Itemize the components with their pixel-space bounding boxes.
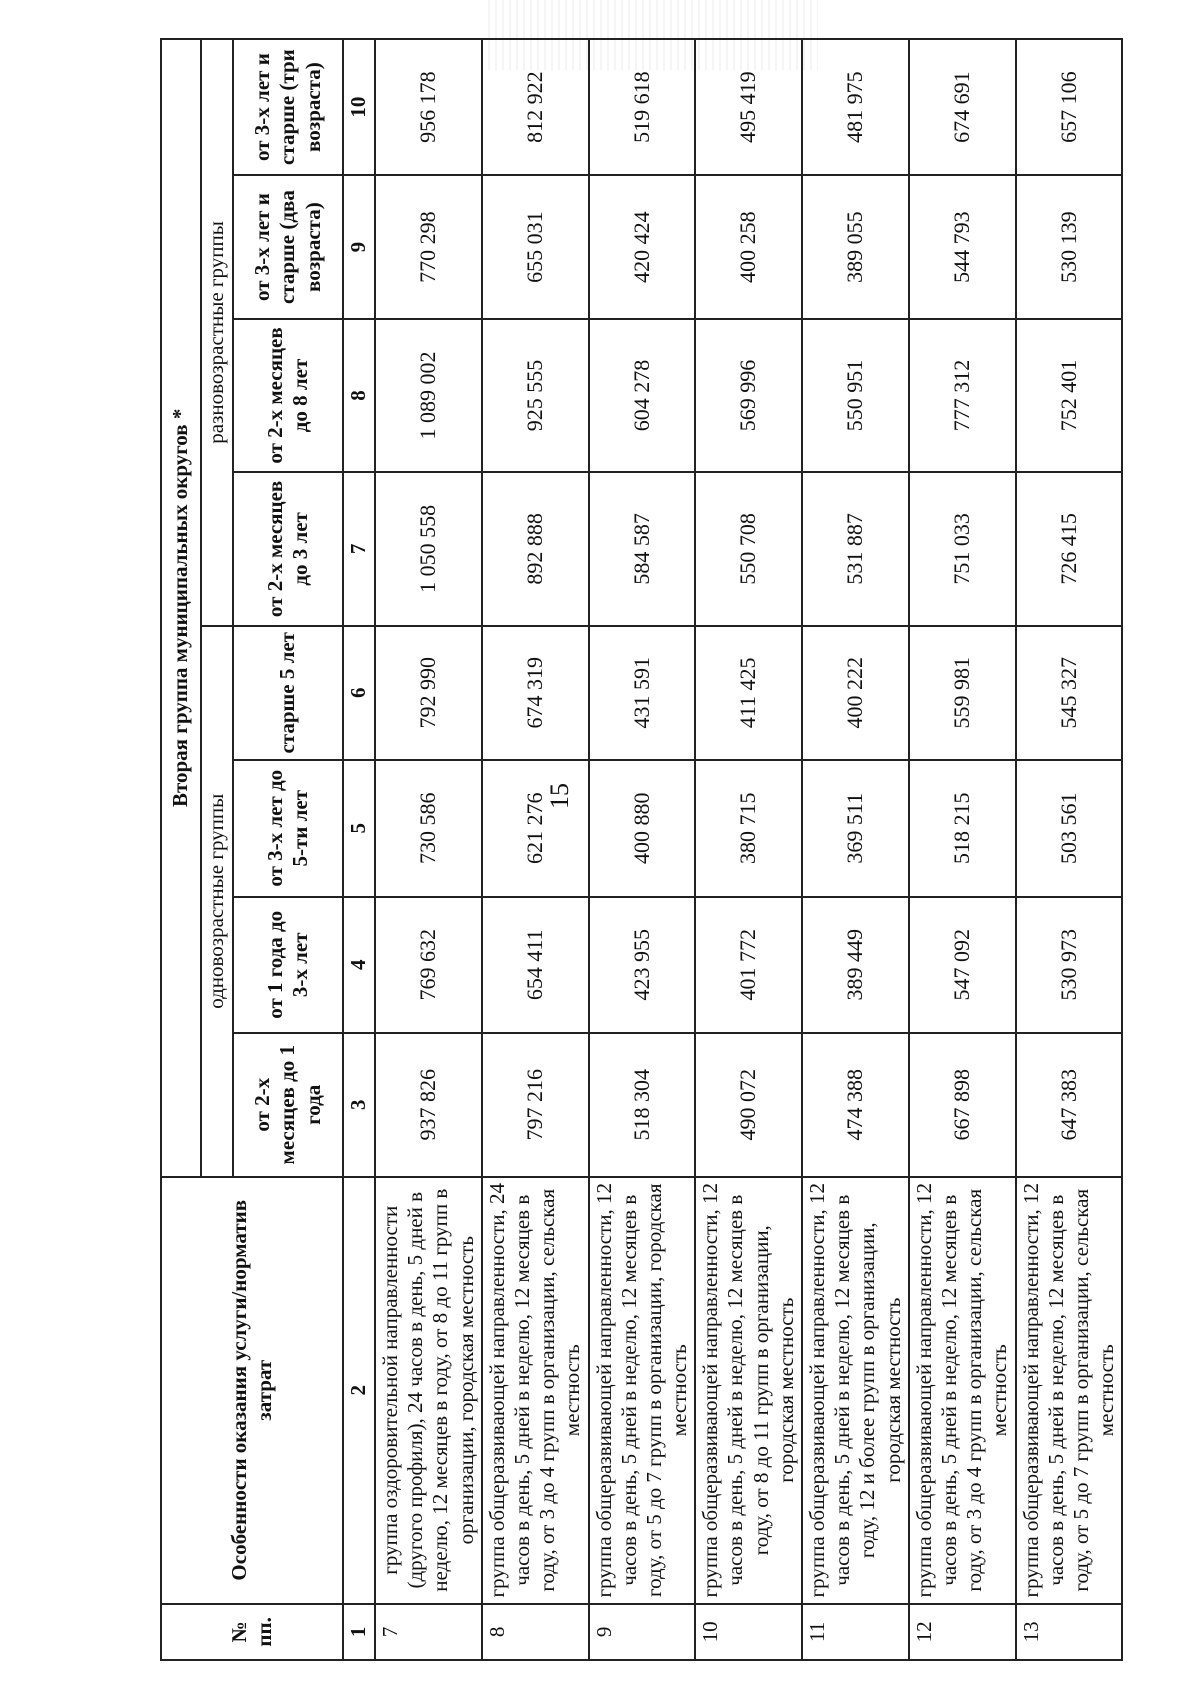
cost-value-cell: 545 327 <box>1016 626 1123 760</box>
cost-value-cell: 647 383 <box>1016 1033 1123 1177</box>
column-header: от 3-х лет и старше (три возраста) <box>233 39 343 175</box>
column-header: от 3-х лет до 5-ти лет <box>233 760 343 897</box>
cost-value-cell: 400 258 <box>695 175 802 319</box>
single-age-groups-header: одновозрастные группы <box>201 626 233 1177</box>
row-number: 13 <box>1016 1604 1123 1660</box>
table-row <box>909 39 1016 1660</box>
row-number: 9 <box>589 1604 696 1660</box>
cost-value-cell: 481 975 <box>802 39 909 175</box>
cost-value-cell: 812 922 <box>482 39 589 175</box>
cost-value-cell: 751 033 <box>909 472 1016 626</box>
cost-norm-table <box>160 38 1123 1661</box>
row-number: 11 <box>802 1604 909 1660</box>
cost-value-cell: 550 951 <box>802 319 909 472</box>
cost-value-cell: 431 591 <box>589 626 696 760</box>
cost-value-cell: 490 072 <box>695 1033 802 1177</box>
row-number: 7 <box>375 1604 482 1660</box>
description-header: Особенности оказания услуги/норматив затрат <box>161 1177 343 1604</box>
cost-value-cell: 544 793 <box>909 175 1016 319</box>
rotated-table-frame <box>160 38 1119 1661</box>
cost-value-cell: 937 826 <box>375 1033 482 1177</box>
column-index-cell: 8 <box>343 319 375 472</box>
cost-value-cell: 752 401 <box>1016 319 1123 472</box>
table-row <box>1016 39 1123 1660</box>
cost-value-cell: 657 106 <box>1016 39 1123 175</box>
cost-value-cell: 550 708 <box>695 472 802 626</box>
cost-value-cell: 519 618 <box>589 39 696 175</box>
cost-value-cell: 369 511 <box>802 760 909 897</box>
row-description: группа общеразвивающей направленности, 12 часов в день, 5 дней в неделю, 12 месяцев в году, от 5 до 7 групп в организации, сельская местность <box>1016 1177 1123 1604</box>
column-index-cell: 1 <box>343 1604 375 1660</box>
cost-value-cell: 797 216 <box>482 1033 589 1177</box>
cost-value-cell: 530 973 <box>1016 897 1123 1033</box>
row-number: 8 <box>482 1604 589 1660</box>
column-header: от 2-х месяцев до 8 лет <box>233 319 343 472</box>
cost-value-cell: 1 089 002 <box>375 319 482 472</box>
column-header: старше 5 лет <box>233 626 343 760</box>
cost-value-cell: 667 898 <box>909 1033 1016 1177</box>
column-index-cell: 3 <box>343 1033 375 1177</box>
cost-value-cell: 530 139 <box>1016 175 1123 319</box>
cost-value-cell: 956 178 <box>375 39 482 175</box>
table-row <box>589 39 696 1660</box>
table-row <box>802 39 909 1660</box>
cost-value-cell: 518 304 <box>589 1033 696 1177</box>
cost-value-cell: 792 990 <box>375 626 482 760</box>
cost-value-cell: 654 411 <box>482 897 589 1033</box>
column-index-cell: 4 <box>343 897 375 1033</box>
cost-value-cell: 389 449 <box>802 897 909 1033</box>
column-header: от 1 года до 3-х лет <box>233 897 343 1033</box>
row-number: 12 <box>909 1604 1016 1660</box>
mixed-age-groups-header: разновозрастные группы <box>201 39 233 626</box>
column-index-row <box>343 39 375 1660</box>
cost-value-cell: 770 298 <box>375 175 482 319</box>
column-index-cell: 10 <box>343 39 375 175</box>
table-row <box>695 39 802 1660</box>
cost-value-cell: 411 425 <box>695 626 802 760</box>
row-description: группа оздоровительной направленности (другого профиля), 24 часов в день, 5 дней в неделю, 12 месяцев в году, от 8 до 11 групп в организации, городская местность <box>375 1177 482 1604</box>
column-index-cell: 9 <box>343 175 375 319</box>
cost-value-cell: 518 215 <box>909 760 1016 897</box>
municipal-group-header: Вторая группа муниципальных округов * <box>161 39 201 1177</box>
row-description: группа общеразвивающей направленности, 12 часов в день, 5 дней в неделю, 12 месяцев в году, от 5 до 7 групп в организации, городская местность <box>589 1177 696 1604</box>
cost-value-cell: 584 587 <box>589 472 696 626</box>
cost-value-cell: 569 996 <box>695 319 802 472</box>
table-row <box>375 39 482 1660</box>
cost-value-cell: 604 278 <box>589 319 696 472</box>
row-number: 10 <box>695 1604 802 1660</box>
cost-value-cell: 559 981 <box>909 626 1016 760</box>
cost-value-cell: 547 092 <box>909 897 1016 1033</box>
cost-value-cell: 674 319 <box>482 626 589 760</box>
cost-value-cell: 401 772 <box>695 897 802 1033</box>
page-number: 15 <box>545 783 574 809</box>
cost-value-cell: 621 276 <box>482 760 589 897</box>
cost-value-cell: 1 050 558 <box>375 472 482 626</box>
number-header: № пп. <box>161 1604 343 1660</box>
cost-value-cell: 531 887 <box>802 472 909 626</box>
cost-value-cell: 674 691 <box>909 39 1016 175</box>
column-index-cell: 2 <box>343 1177 375 1604</box>
column-header: от 2-х месяцев до 3 лет <box>233 472 343 626</box>
cost-value-cell: 925 555 <box>482 319 589 472</box>
cost-value-cell: 474 388 <box>802 1033 909 1177</box>
cost-value-cell: 503 561 <box>1016 760 1123 897</box>
cost-value-cell: 495 419 <box>695 39 802 175</box>
column-index-cell: 5 <box>343 760 375 897</box>
cost-value-cell: 726 415 <box>1016 472 1123 626</box>
cost-value-cell: 380 715 <box>695 760 802 897</box>
cost-value-cell: 423 955 <box>589 897 696 1033</box>
cost-value-cell: 655 031 <box>482 175 589 319</box>
cost-value-cell: 389 055 <box>802 175 909 319</box>
cost-value-cell: 400 880 <box>589 760 696 897</box>
row-description: группа общеразвивающей направленности, 12 часов в день, 5 дней в неделю, 12 месяцев в году, от 3 до 4 групп в организации, сельская местность <box>909 1177 1016 1604</box>
column-header: от 3-х лет и старше (два возраста) <box>233 175 343 319</box>
cost-value-cell: 400 222 <box>802 626 909 760</box>
cost-value-cell: 769 632 <box>375 897 482 1033</box>
row-description: группа общеразвивающей направленности, 12 часов в день, 5 дней в неделю, 12 месяцев в году, 12 и более групп в организации, городская местность <box>802 1177 909 1604</box>
column-index-cell: 7 <box>343 472 375 626</box>
cost-value-cell: 730 586 <box>375 760 482 897</box>
row-description: группа общеразвивающей направленности, 24 часов в день, 5 дней в неделю, 12 месяцев в году, от 3 до 4 групп в организации, сельская местность <box>482 1177 589 1604</box>
cost-value-cell: 420 424 <box>589 175 696 319</box>
column-header: от 2-х месяцев до 1 года <box>233 1033 343 1177</box>
table-row <box>482 39 589 1660</box>
row-description: группа общеразвивающей направленности, 12 часов в день, 5 дней в неделю, 12 месяцев в году, от 8 до 11 групп в организации, городская местность <box>695 1177 802 1604</box>
column-index-cell: 6 <box>343 626 375 760</box>
cost-value-cell: 777 312 <box>909 319 1016 472</box>
cost-value-cell: 892 888 <box>482 472 589 626</box>
